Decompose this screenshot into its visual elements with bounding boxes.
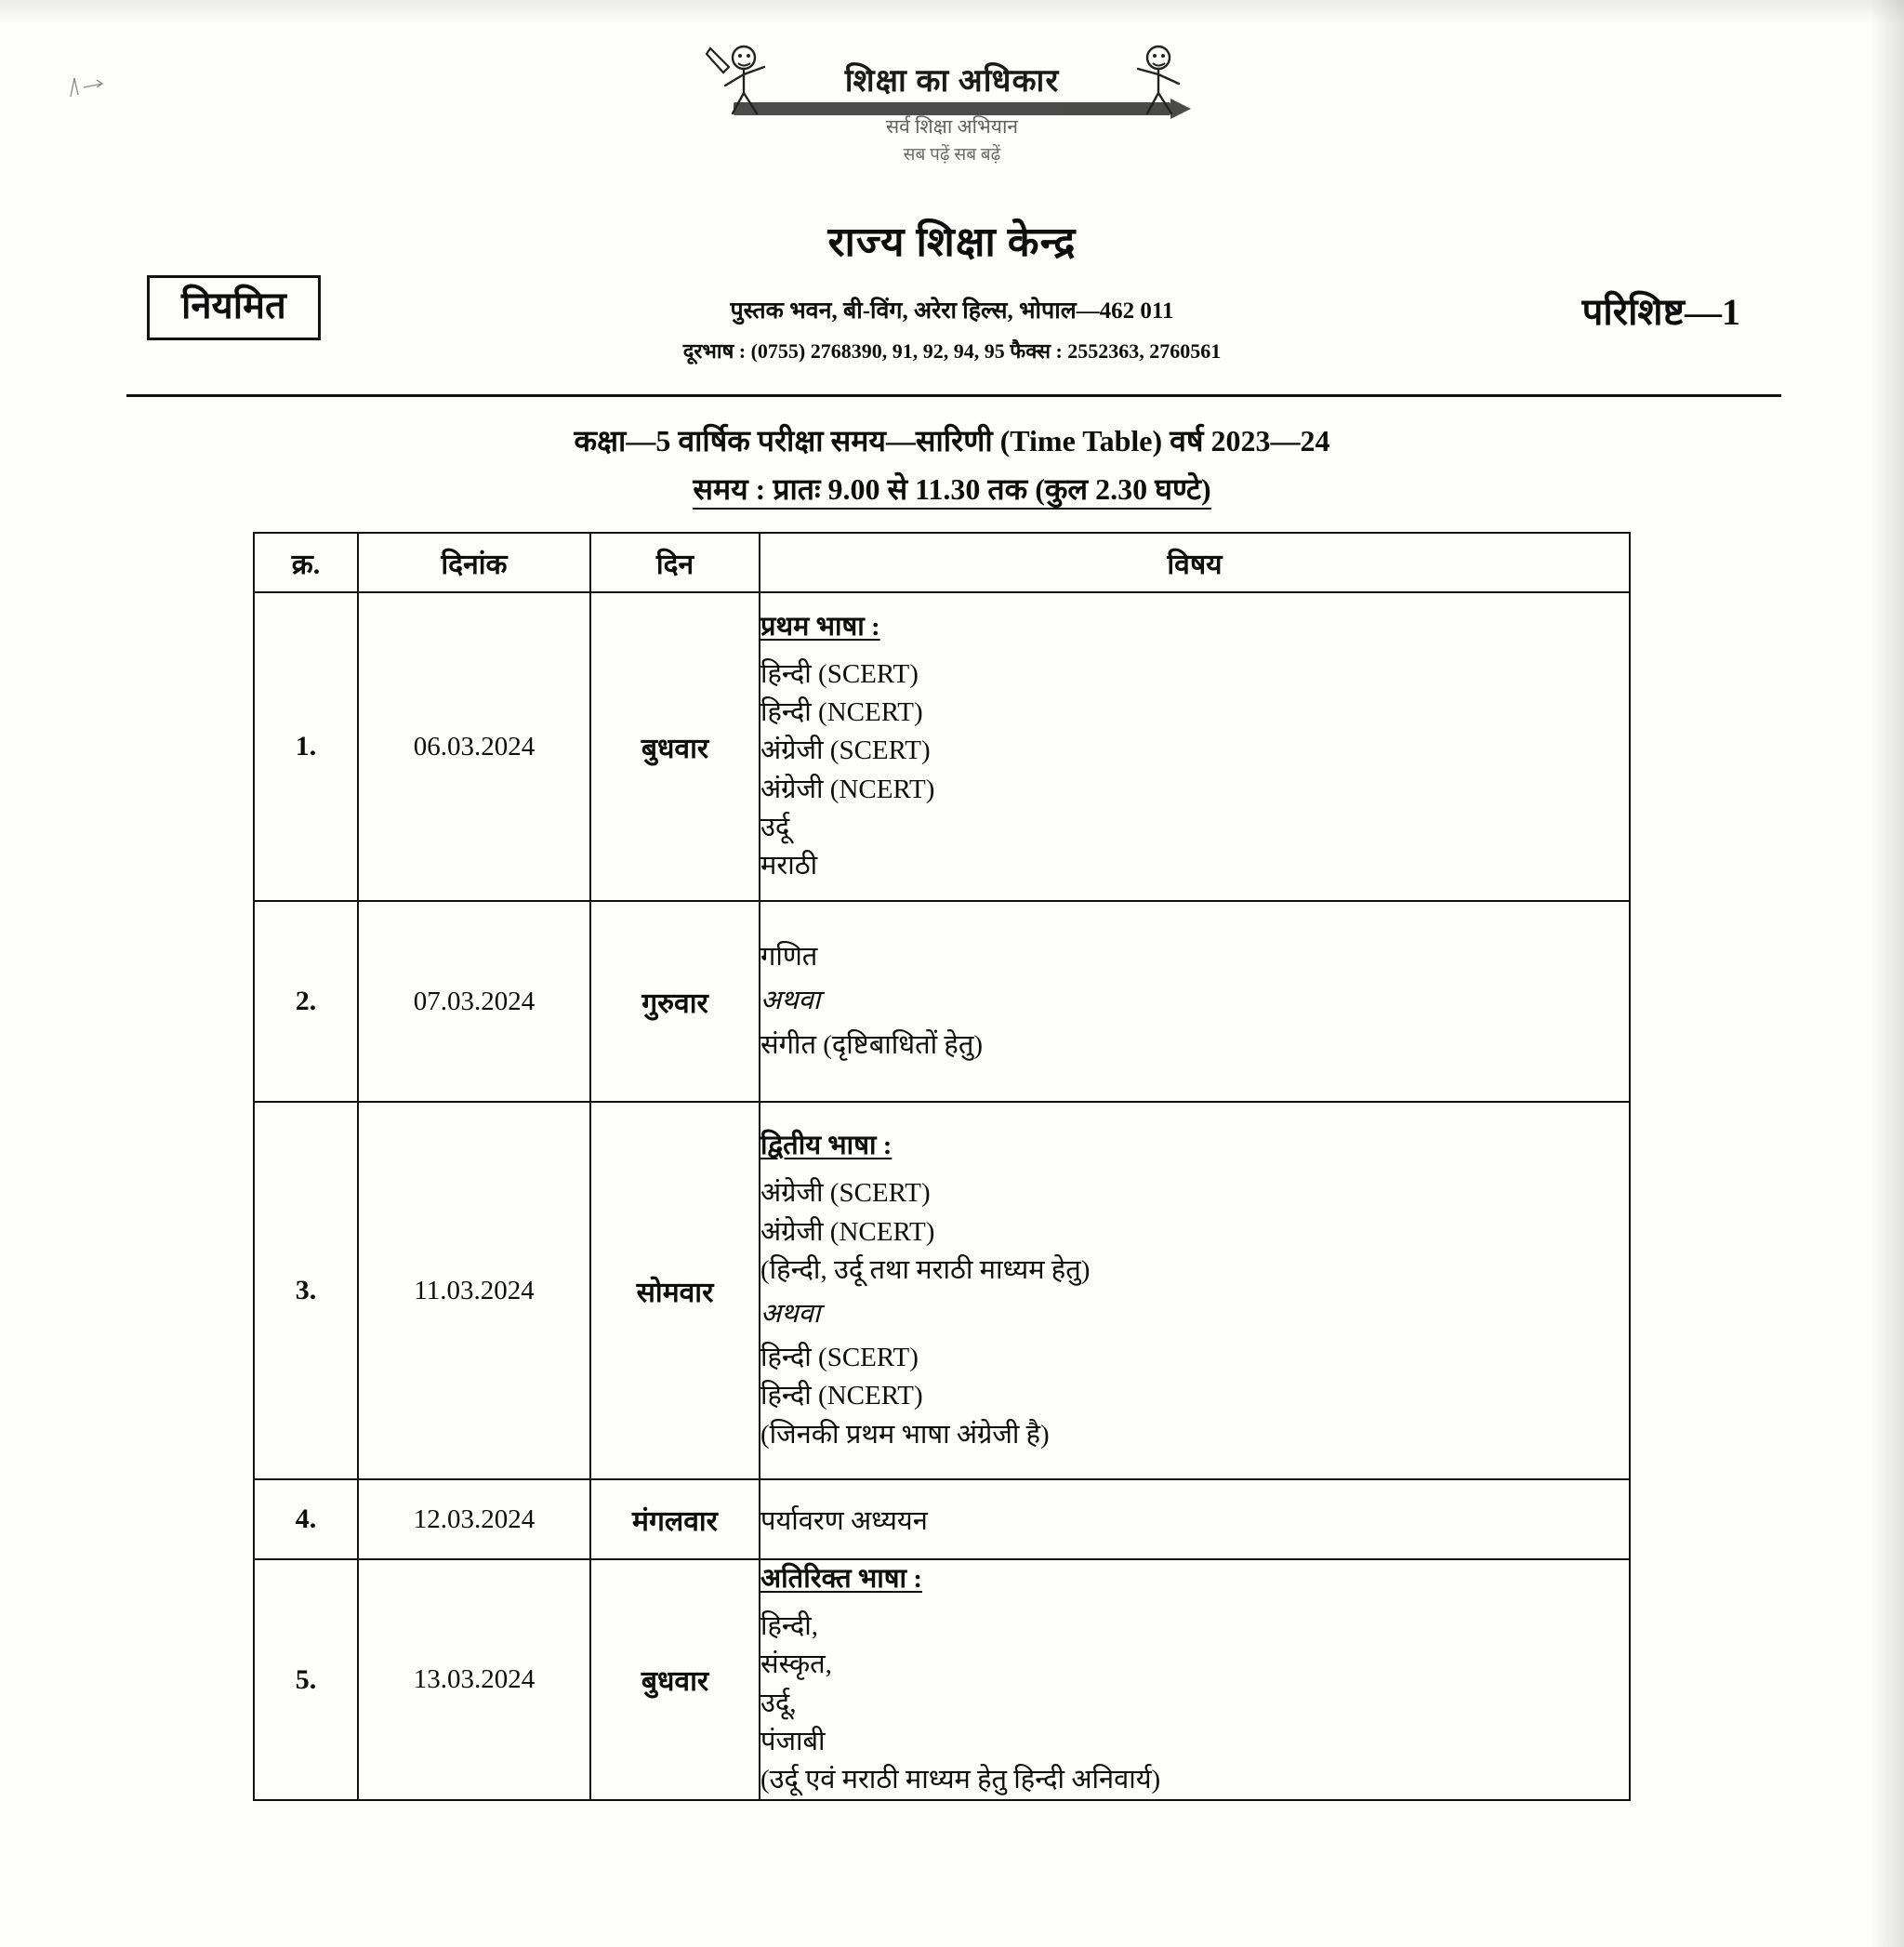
table-row bbox=[254, 1559, 1630, 1800]
table-row bbox=[254, 1479, 1630, 1559]
organization-title: राज्य शिक्षा केन्द्र bbox=[827, 219, 1077, 265]
row-day: बुधवार bbox=[590, 1559, 760, 1800]
subject-line: गणित bbox=[760, 942, 818, 973]
header-divider bbox=[126, 394, 1781, 397]
subject-line-alternative: अथवा bbox=[760, 1299, 821, 1329]
table-row bbox=[254, 592, 1630, 901]
row-date: 07.03.2024 bbox=[358, 901, 590, 1102]
row-subject bbox=[760, 1559, 1630, 1800]
row-date: 12.03.2024 bbox=[358, 1479, 590, 1559]
regular-stamp-label: नियमित bbox=[147, 275, 321, 340]
document-title-line-2-text: समय : प्रातः 9.00 से 11.30 तक (कुल 2.30 घण्टे) bbox=[693, 472, 1210, 510]
column-header-subject: विषय bbox=[760, 533, 1630, 592]
row-serial: 1. bbox=[254, 592, 358, 901]
row-serial: 5. bbox=[254, 1559, 358, 1800]
handwritten-mark-icon bbox=[69, 73, 106, 100]
subject-line: हिन्दी (SCERT) bbox=[760, 659, 919, 690]
table-row bbox=[254, 901, 1630, 1102]
row-serial: 3. bbox=[254, 1102, 358, 1479]
subject-line: हिन्दी (NCERT) bbox=[760, 1381, 923, 1411]
organization-address-line-1: पुस्तक भवन, बी-विंग, अरेरा हिल्स, भोपाल—462 011 bbox=[730, 298, 1174, 324]
timetable bbox=[253, 532, 1631, 1801]
table-row bbox=[254, 1102, 1630, 1479]
scan-shadow-right bbox=[1871, 0, 1904, 1947]
row-subject bbox=[760, 1102, 1630, 1479]
row-day: गुरुवार bbox=[590, 901, 760, 1102]
subject-line: हिन्दी, bbox=[760, 1611, 819, 1642]
subject-heading: अतिरिक्त भाषा : bbox=[760, 1564, 922, 1594]
rte-logo bbox=[692, 26, 1212, 175]
document-title-line-1: कक्षा—5 वार्षिक परीक्षा समय—सारिणी (Time Table) वर्ष 2023—24 bbox=[574, 424, 1330, 457]
subject-line: (हिन्दी, उर्दू तथा मराठी माध्यम हेतु) bbox=[760, 1254, 1091, 1285]
subject-line: हिन्दी (NCERT) bbox=[760, 697, 923, 728]
row-day: मंगलवार bbox=[590, 1479, 760, 1559]
row-subject: पर्यावरण अध्ययन bbox=[760, 1479, 1630, 1559]
subject-line: (जिनकी प्रथम भाषा अंग्रेजी है) bbox=[760, 1419, 1050, 1450]
appendix-label: परिशिष्ट—1 bbox=[1581, 291, 1740, 333]
subject-heading: द्वितीय भाषा : bbox=[760, 1131, 892, 1161]
subject-line: हिन्दी (SCERT) bbox=[760, 1343, 919, 1373]
subject-line: संगीत (दृष्टिबाधितों हेतु) bbox=[760, 1029, 984, 1060]
subject-line: अंग्रेजी (NCERT) bbox=[760, 1216, 935, 1247]
row-serial: 2. bbox=[254, 901, 358, 1102]
subject-line: मराठी bbox=[760, 850, 818, 881]
row-serial: 4. bbox=[254, 1479, 358, 1559]
logo-main-text: शिक्षा का अधिकार bbox=[844, 64, 1060, 99]
subject-line: अंग्रेजी (SCERT) bbox=[760, 735, 931, 766]
column-header-sr: क्र. bbox=[254, 533, 358, 592]
subject-line: अंग्रेजी (SCERT) bbox=[760, 1178, 931, 1209]
subject-line: उर्दू bbox=[760, 812, 790, 842]
column-header-date: दिनांक bbox=[358, 533, 590, 592]
scan-shadow-top bbox=[0, 0, 1904, 24]
subject-line-alternative: अथवा bbox=[760, 986, 821, 1016]
column-header-day: दिन bbox=[590, 533, 760, 592]
organization-address-line-2: दूरभाष : (0755) 2768390, 91, 92, 94, 95 फैक्स : 2552363, 2760561 bbox=[682, 339, 1222, 363]
subject-heading: प्रथम भाषा : bbox=[760, 611, 880, 642]
logo-sub-text-2: सब पढ़ें सब बढ़ें bbox=[903, 145, 1001, 165]
subject-line: (उर्दू एवं मराठी माध्यम हेतु हिन्दी अनिवार्य) bbox=[760, 1764, 1161, 1795]
subject-line: पंजाबी bbox=[760, 1726, 826, 1756]
child-writing-icon bbox=[701, 39, 787, 119]
subject-line: संस्कृत, bbox=[760, 1649, 832, 1680]
row-date: 11.03.2024 bbox=[358, 1102, 590, 1479]
subject-line: अंग्रेजी (NCERT) bbox=[760, 774, 935, 804]
row-date: 13.03.2024 bbox=[358, 1559, 590, 1800]
logo-sub-text-1: सर्व शिक्षा अभियान bbox=[885, 115, 1019, 138]
row-day: सोमवार bbox=[590, 1102, 760, 1479]
subject-line: उर्दू, bbox=[760, 1688, 797, 1718]
table-header-row bbox=[254, 533, 1630, 592]
row-subject bbox=[760, 901, 1630, 1102]
row-subject bbox=[760, 592, 1630, 901]
row-date: 06.03.2024 bbox=[358, 592, 590, 901]
document-title-line-2 bbox=[0, 469, 1904, 509]
row-day: बुधवार bbox=[590, 592, 760, 901]
logo-emblem bbox=[692, 26, 1212, 175]
child-reading-icon bbox=[1117, 39, 1203, 119]
